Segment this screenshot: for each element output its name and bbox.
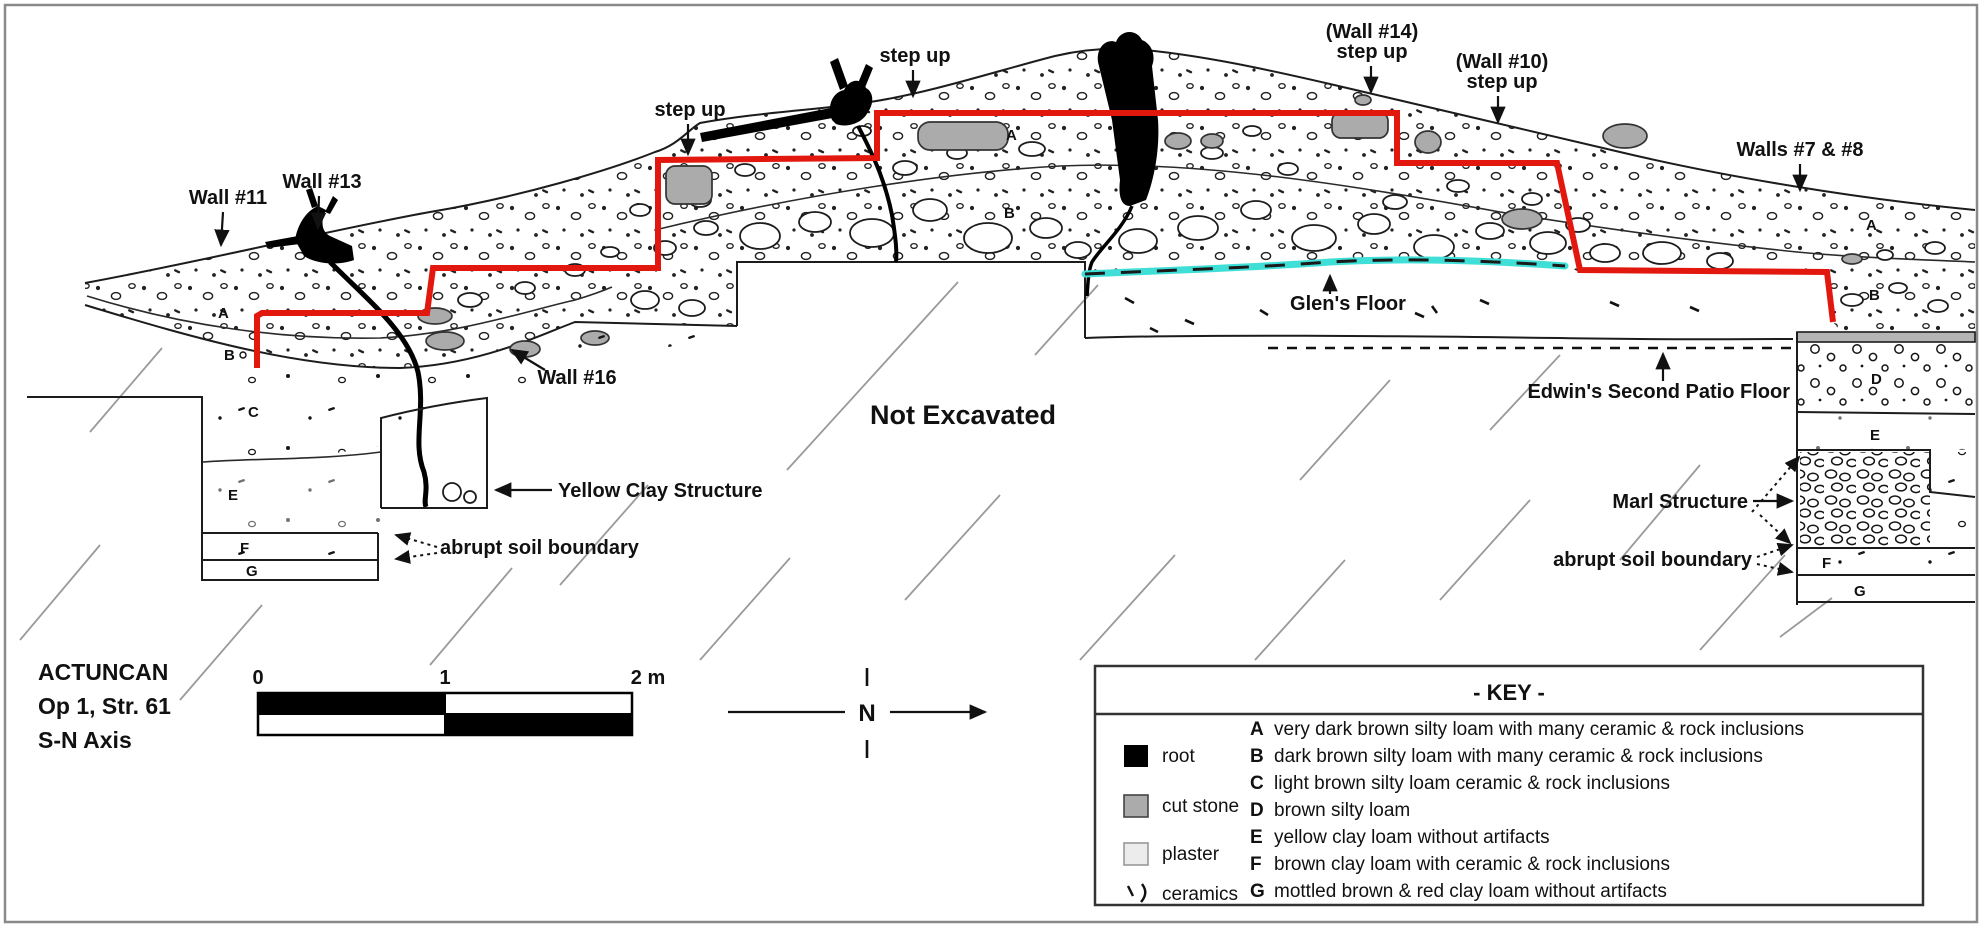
key-title: - KEY -: [1473, 680, 1545, 705]
wall16-label: Wall #16: [537, 367, 617, 389]
stratum-label: A: [1006, 127, 1017, 144]
cut-stone-symbol: [1124, 795, 1148, 817]
north-letter: N: [858, 700, 876, 727]
stratum-label: A: [218, 305, 229, 322]
marl-label: Marl Structure: [1612, 491, 1748, 513]
scale-tick-2: 2 m: [630, 667, 666, 689]
operation-structure: Op 1, Str. 61: [38, 693, 171, 719]
cut-stone-symbol-label: cut stone: [1162, 796, 1240, 817]
edwins-floor-label: Edwin's Second Patio Floor: [1527, 381, 1790, 403]
layer-f-zone: [203, 533, 378, 560]
site-name: ACTUNCAN: [38, 659, 169, 685]
yellow-clay-label: Yellow Clay Structure: [558, 480, 763, 502]
step-up-2-label: step up: [879, 45, 951, 67]
stratum-label: G: [1854, 583, 1866, 600]
stratum-label: E: [1870, 427, 1881, 444]
key-layer-desc: dark brown silty loam with many ceramic & rock inclusions: [1274, 746, 1763, 767]
stratum-label: A: [1866, 217, 1877, 234]
axis-label: S-N Axis: [38, 727, 132, 753]
wall13-label: Wall #13: [282, 171, 362, 193]
stratum-label: B: [1869, 287, 1880, 304]
abrupt-right-label: abrupt soil boundary: [1553, 549, 1752, 571]
walls-7-8-label: Walls #7 & #8: [1736, 139, 1864, 161]
key-layer-desc: brown clay loam with ceramic & rock inclusions: [1274, 854, 1670, 875]
wall11-label: Wall #11: [188, 187, 268, 209]
wall10-label-line1: (Wall #10): [1455, 51, 1549, 73]
not-excavated-label: Not Excavated: [869, 400, 1057, 430]
key-layer-desc: brown silty loam: [1274, 800, 1411, 821]
wall14-label-line1: (Wall #14): [1325, 21, 1419, 43]
scale-tick-0: 0: [252, 667, 264, 689]
key-layer-letter: B: [1250, 746, 1264, 767]
key-layer-letter: E: [1250, 827, 1263, 848]
key-layer-desc: light brown silty loam ceramic & rock inclusions: [1274, 773, 1670, 794]
key-layer-letter: D: [1250, 800, 1264, 821]
wall10-label-line2: step up: [1466, 71, 1538, 93]
step-up-1-label: step up: [654, 99, 726, 121]
stratum-label: D: [1871, 371, 1882, 388]
key-layer-letter: A: [1250, 719, 1264, 740]
root-symbol: [1124, 745, 1148, 767]
stratum-label: F: [1822, 555, 1832, 572]
key-layer-desc: mottled brown & red clay loam without artifacts: [1274, 881, 1667, 902]
key-layer-letter: G: [1250, 881, 1265, 902]
stratum-label: E: [228, 487, 239, 504]
stratum-label: G: [246, 563, 258, 580]
root-symbol-label: root: [1162, 746, 1195, 767]
plaster-symbol: [1124, 843, 1148, 865]
key-layer-letter: C: [1250, 773, 1264, 794]
layer-e-zone-right: [1798, 414, 1975, 450]
stratum-label: C: [248, 404, 259, 421]
stratum-label: B: [224, 347, 235, 364]
plaster-symbol-label: plaster: [1162, 844, 1220, 865]
layer-d-zone: [1798, 343, 1975, 412]
abrupt-left-label: abrupt soil boundary: [440, 537, 639, 559]
stratum-label: F: [240, 540, 250, 557]
key-layer-letter: F: [1250, 854, 1262, 875]
key-layer-desc: very dark brown silty loam with many ceramic & rock inclusions: [1274, 719, 1805, 740]
key-box: [1095, 666, 1923, 905]
glens-floor-label: Glen's Floor: [1290, 293, 1406, 315]
wall14-label-line2: step up: [1336, 41, 1408, 63]
key-layer-desc: yellow clay loam without artifacts: [1274, 827, 1550, 848]
marl-structure: [1800, 452, 1930, 548]
scale-tick-1: 1: [439, 667, 451, 689]
stratum-label: B: [1004, 205, 1015, 222]
ceramics-symbol-label: ceramics: [1162, 884, 1239, 905]
